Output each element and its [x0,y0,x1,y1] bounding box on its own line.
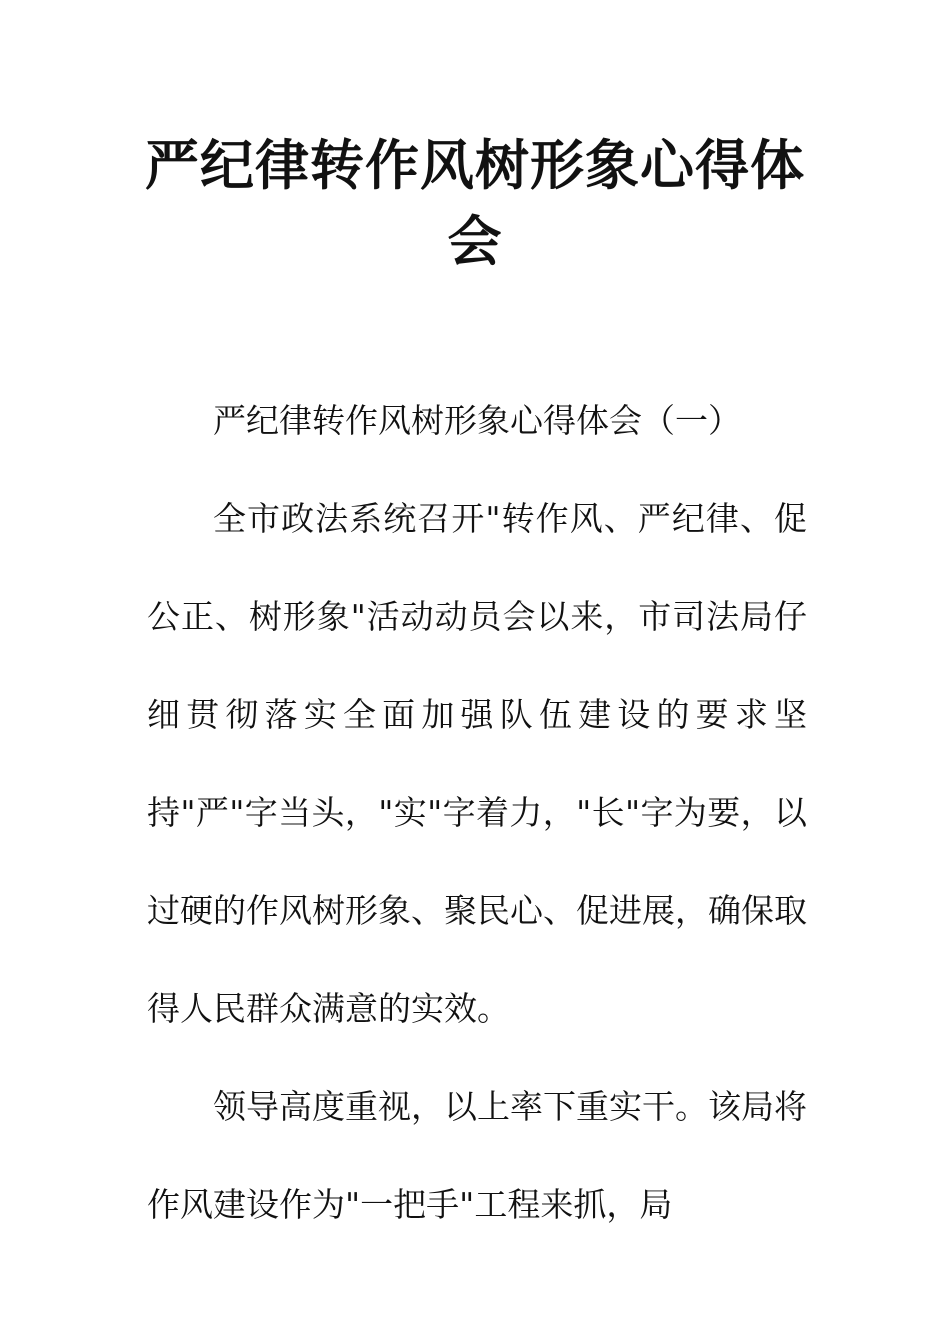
subtitle-paragraph: 严纪律转作风树形象心得体会（一） [213,401,741,440]
document-body [147,372,807,1254]
document-title: 严纪律转作风树形象心得体会 [145,134,805,273]
body-paragraph: 领导高度重视，以上率下重实干。该局将作风建设作为"一把手"工程来抓，局 [147,1087,807,1224]
body-paragraph: 全市政法系统召开"转作风、严纪律、促公正、树形象"活动动员会以来，市司法局仔细贯彻落实全面加强队伍建设的要求坚持"严"字当头，"实"字着力，"长"字为要，以过硬的作风树形象、聚民心、促进展，确保取得人民群众满意的实效。 [147,499,807,1028]
